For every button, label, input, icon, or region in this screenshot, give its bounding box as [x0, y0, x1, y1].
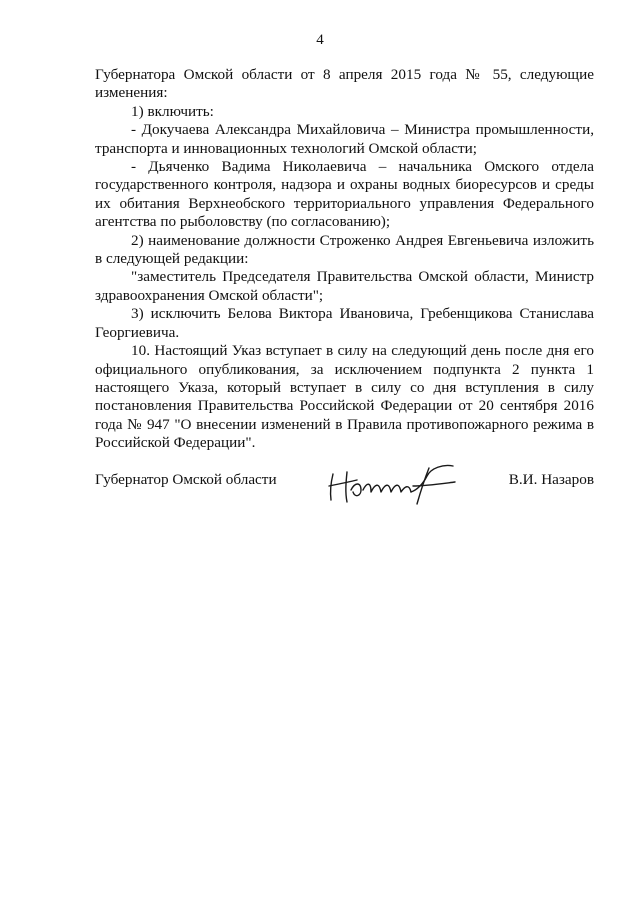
handwritten-signature [325, 460, 475, 506]
paragraph-rename-position: 2) наименование должности Строженко Андрея Евгеньевича изложить в следующей редакции: [95, 231, 594, 268]
paragraph-include: 1) включить: [131, 102, 214, 120]
paragraph-new-position-title: "заместитель Председателя Правительства Омской области, Министр здравоохранения Омской области"; [95, 268, 594, 304]
page-number: 4 [316, 32, 324, 48]
paragraph-effective-date: 10. Настоящий Указ вступает в силу на следующий день после дня его официального опубликования, за исключением подпункта 2 пункта 1 настоящего Указа, который вступает в силу со дня вступления в силу постановления Правительства Российской Федерации от 20 сентября 2016 года № 947 "О внесении изменений в Правила противопожарного режима в Российской Федерации". [95, 342, 594, 452]
document-body [95, 66, 594, 453]
signature-block [95, 460, 594, 510]
paragraph-intro: Губернатора Омской области от 8 апреля 2015 года № 55, следующие изменения: [95, 66, 594, 102]
signer-name: В.И. Назаров [508, 471, 594, 488]
signer-title: Губернатор Омской области [95, 471, 277, 488]
paragraph-exclude: 3) исключить Белова Виктора Ивановича, Гребенщикова Станислава Георгиевича. [95, 305, 594, 341]
paragraph-include-dokuchaev: - Докучаева Александра Михайловича – Министра промышленности, транспорта и инновационных технологий Омской области; [95, 121, 594, 157]
paragraph-include-dyachenko: - Дьяченко Вадима Николаевича – начальника Омского отдела государственного контроля, надзора и охраны водных биоресурсов и среды их обитания Верхнеобского территориального управления Федерального агентства по рыболовству (по согласованию); [95, 158, 594, 231]
